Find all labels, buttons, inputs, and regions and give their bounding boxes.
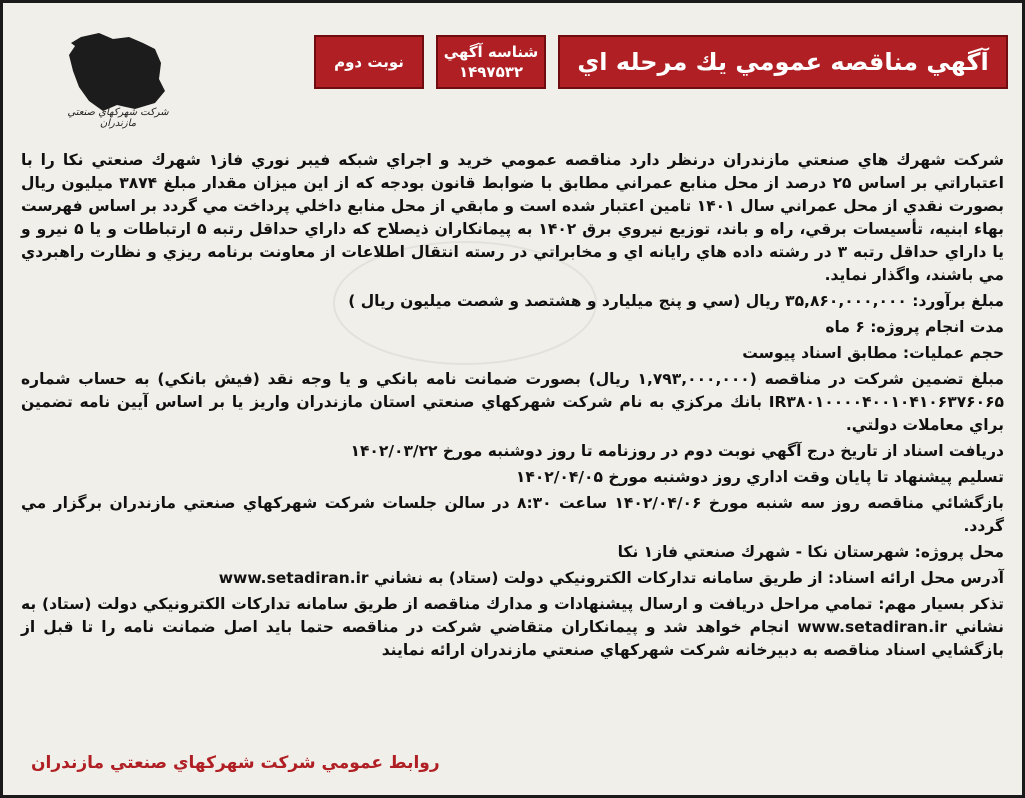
duration-line: مدت انجام پروژه: ۶ ماه <box>825 318 1004 336</box>
ad-header <box>11 21 1014 131</box>
ad-id-value: ۱۴۹۷۵۳۲ <box>458 63 524 81</box>
guarantee-paragraph: مبلغ تضمين شركت در مناقصه (۱,۷۹۳,۰۰۰,۰۰۰ ريال) بصورت ضمانت نامه بانكي و يا وجه نقد (فيش بانكي) به حساب شماره IR۳۸۰۱۰۰۰۰۴۰۰۱۰۴۱۰۶۳۷۶۰۶۵ بانك مركزي به نام شركت شهركهاي صنعتي استان مازندران واريز يا بر اساس آيين نامه تضمين براي معاملات دولتي. <box>21 370 1005 434</box>
ad-title: آگهي مناقصه عمومي يك مرحله اي <box>558 35 1008 89</box>
address-line <box>21 567 1004 590</box>
scope-line: حجم عمليات: مطابق اسناد پيوست <box>742 344 1004 362</box>
ad-body <box>21 149 1004 665</box>
opening-line: بازگشائي مناقصه روز سه شنبه مورخ ۱۴۰۲/۰۴/۰۶ ساعت ۸:۳۰ در سالن جلسات شركت شهركهاي صنعتي مازندران برگزار مي گردد. <box>21 494 1004 535</box>
docs-receive-line: دريافت اسناد از تاريخ درج آگهي نوبت دوم در روزنامه تا روز دوشنبه مورخ ۱۴۰۲/۰۳/۲۲ <box>350 442 1004 460</box>
intro-paragraph: شركت شهرك هاي صنعتي مازندران درنظر دارد مناقصه عمومي خريد و اجراي شبكه فيبر نوري فاز۱ شهرك صنعتي نكا را با اعتباراتي بر اساس ۲۵ درصد از محل منابع عمراني مطابق با ضوابط قانون بودجه كه از اين ميزان مقدار مبلغ ۳۸۷۴ ميليون ريال بصورت نقدي از محل عمراني سال ۱۴۰۱ تامين اعتبار شده است و مابقي از محل منابع داخلي پرداخت مي گردد بر اساس فهرست بهاء ابنيه، تأسيسات برقي، راه و باند، توزيع نيروي برق ۱۴۰۲ به پيمانكاران ذيصلاح كه داراي حداقل رتبه ۵ ارتباطات و يا ۵ نيرو و يا داراي حداقل رتبه ۳ در رشته داده هاي رايانه اي و مخابراتي در رسته انتقال اطلاعات از معاونت برنامه ريزي و نظارت راهبردي مي باشند، واگذار نمايد. <box>21 151 1005 284</box>
estimate-line: مبلغ برآورد: ۳۵,۸۶۰,۰۰۰,۰۰۰ ريال (سي و پنج ميليارد و هشتصد و شصت ميليون ريال ) <box>348 292 1004 310</box>
address-prefix: آدرس محل ارائه اسناد: از طريق سامانه تداركات الكترونيكي دولت (ستاد) به نشاني <box>373 569 1004 587</box>
ad-id-label: شناسه آگهي <box>443 42 539 61</box>
ad-id-box <box>436 35 546 89</box>
address-url-link[interactable]: www.setadiran.ir <box>218 569 369 587</box>
location-line: محل پروژه: شهرستان نكا - شهرك صنعتي فاز۱ نكا <box>617 543 1004 561</box>
note-paragraph: تذكر بسيار مهم: تمامي مراحل دريافت و ارسال پيشنهادات و مدارك مناقصه از طريق سامانه تداركات الكترونيكي دولت (ستاد) به نشاني www.setadiran.ir انجام خواهد شد و پيمانكاران متقاضي شركت در مناقصه حتما بايد اصل ضمانت نامه را تا قبل از بازگشايي اسناد مناقصه به دبيرخانه شركت شهركهاي صنعتي مازندران ارائه نمايند <box>21 595 1004 659</box>
proposal-submit-line: تسليم پيشنهاد تا پايان وقت اداري روز دوشنبه مورخ ۱۴۰۲/۰۴/۰۵ <box>515 468 1004 486</box>
logo-caption: شركت شهركهاي صنعتي مازندران <box>67 107 169 129</box>
ad-round: نوبت دوم <box>314 35 424 89</box>
footer-signature: روابط عمومي شركت شهركهاي صنعتي مازندران <box>31 753 440 773</box>
